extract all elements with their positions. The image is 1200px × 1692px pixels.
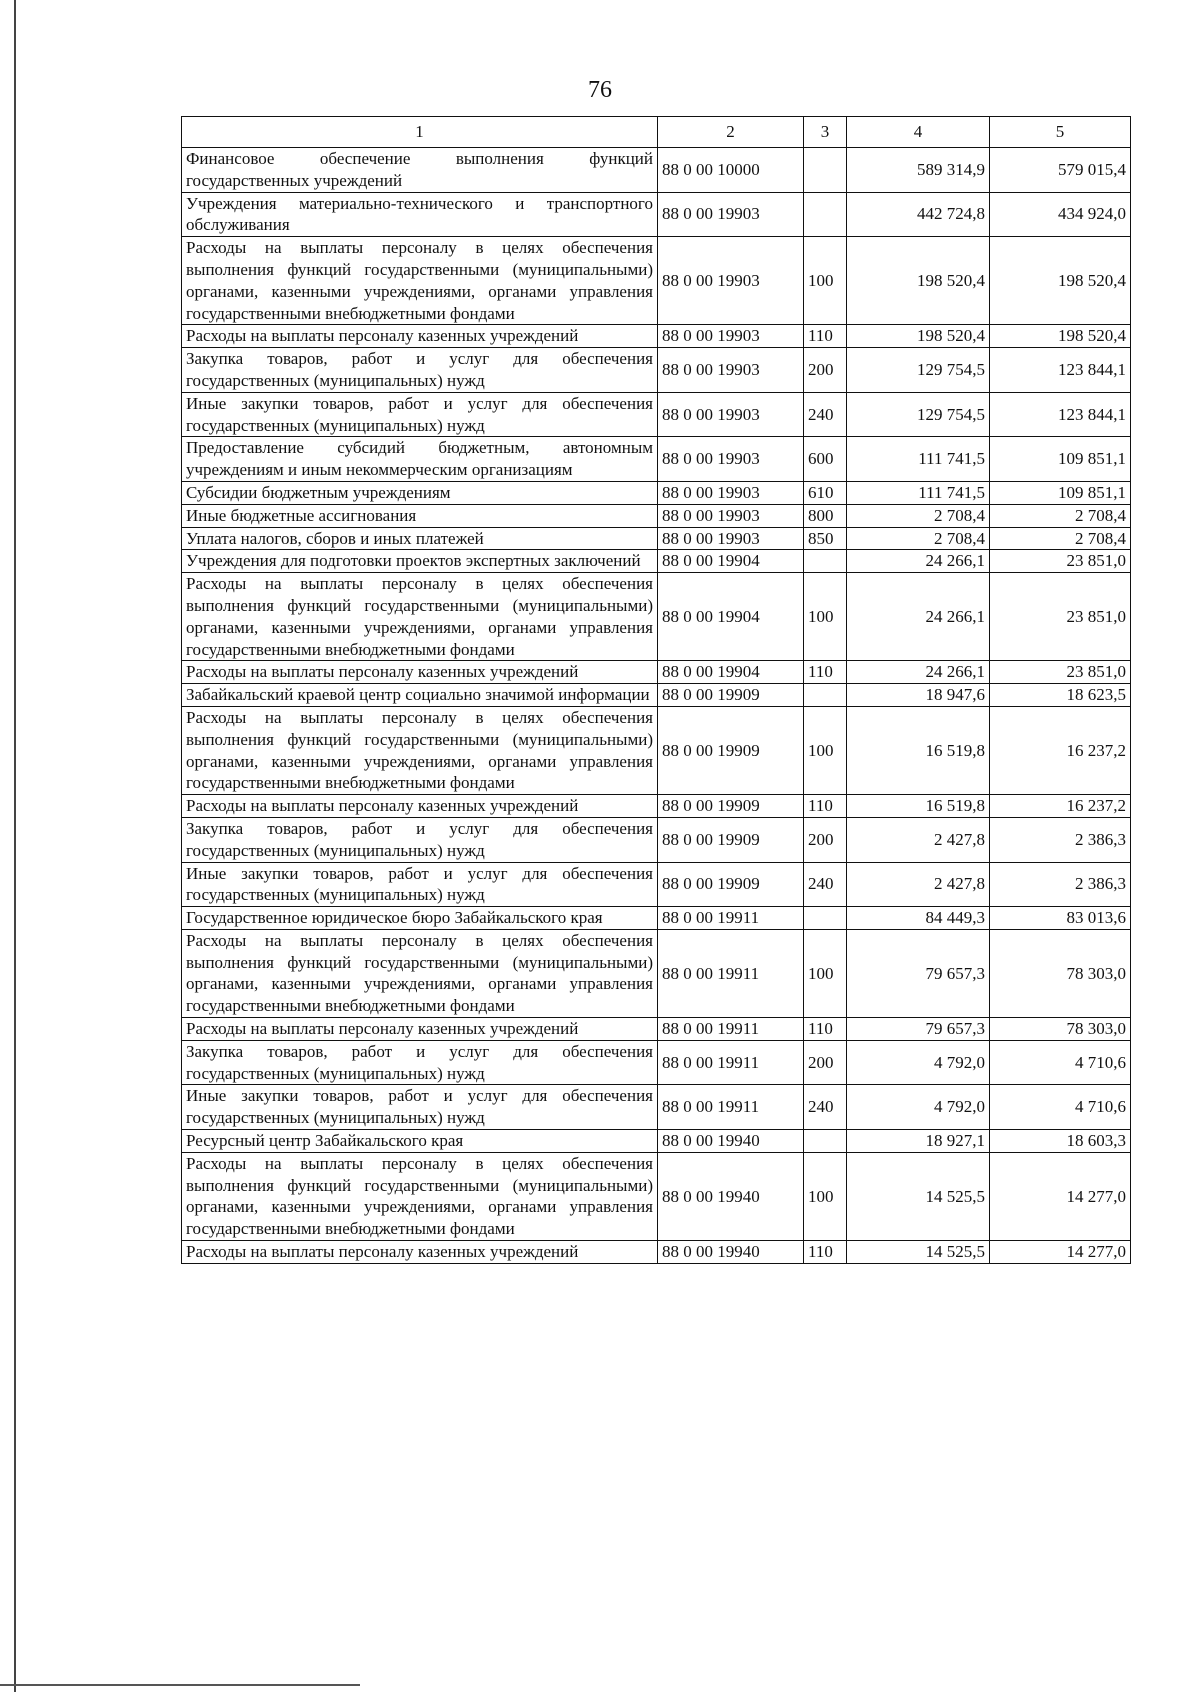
row-value-col4: 442 724,8: [847, 192, 990, 237]
row-code: 88 0 00 19909: [658, 706, 804, 794]
row-name: Уплата налогов, сборов и иных платежей: [182, 527, 658, 550]
row-value-col5: 109 851,1: [990, 481, 1131, 504]
row-value-col4: 198 520,4: [847, 237, 990, 325]
row-name: Закупка товаров, работ и услуг для обеспечения государственных (муниципальных) нужд: [182, 817, 658, 862]
row-value-col5: 16 237,2: [990, 706, 1131, 794]
row-value-col4: 79 657,3: [847, 929, 990, 1017]
row-value-col4: 2 427,8: [847, 862, 990, 907]
row-name: Иные бюджетные ассигнования: [182, 504, 658, 527]
row-type: 100: [804, 1152, 847, 1240]
table-body: [182, 148, 1131, 1264]
row-value-col5: 14 277,0: [990, 1152, 1131, 1240]
header-col-3: 3: [804, 117, 847, 148]
row-type: [804, 907, 847, 930]
table-row: [182, 148, 1131, 193]
row-code: 88 0 00 19903: [658, 325, 804, 348]
row-code: 88 0 00 19904: [658, 573, 804, 661]
row-value-col5: 78 303,0: [990, 929, 1131, 1017]
table-row: [182, 325, 1131, 348]
row-value-col4: 14 525,5: [847, 1152, 990, 1240]
table-row: [182, 862, 1131, 907]
table-row: [182, 481, 1131, 504]
row-code: 88 0 00 19909: [658, 817, 804, 862]
row-value-col5: 18 603,3: [990, 1130, 1131, 1153]
row-code: 88 0 00 19904: [658, 550, 804, 573]
scan-edge-line: [14, 0, 16, 1692]
row-code: 88 0 00 19940: [658, 1130, 804, 1153]
row-value-col4: 111 741,5: [847, 437, 990, 482]
header-col-4: 4: [847, 117, 990, 148]
row-value-col5: 579 015,4: [990, 148, 1131, 193]
row-code: 88 0 00 19903: [658, 348, 804, 393]
row-name: Учреждения для подготовки проектов экспертных заключений: [182, 550, 658, 573]
row-value-col5: 198 520,4: [990, 325, 1131, 348]
row-value-col5: 123 844,1: [990, 392, 1131, 437]
table-row: [182, 817, 1131, 862]
scan-bottom-line: [0, 1684, 360, 1686]
row-type: 800: [804, 504, 847, 527]
row-value-col4: 84 449,3: [847, 907, 990, 930]
row-value-col4: 18 947,6: [847, 684, 990, 707]
row-value-col4: 14 525,5: [847, 1241, 990, 1264]
row-type: 110: [804, 795, 847, 818]
table-row: [182, 1130, 1131, 1153]
table-row: [182, 550, 1131, 573]
row-name: Расходы на выплаты персоналу казенных учреждений: [182, 795, 658, 818]
row-value-col4: 16 519,8: [847, 795, 990, 818]
row-value-col4: 2 427,8: [847, 817, 990, 862]
row-value-col4: 24 266,1: [847, 550, 990, 573]
row-code: 88 0 00 19903: [658, 237, 804, 325]
row-type: 240: [804, 1085, 847, 1130]
table-row: [182, 348, 1131, 393]
row-code: 88 0 00 19911: [658, 1040, 804, 1085]
row-code: 88 0 00 19903: [658, 192, 804, 237]
table-row: [182, 1040, 1131, 1085]
header-row: [182, 117, 1131, 148]
row-name: Расходы на выплаты персоналу в целях обеспечения выполнения функций государственными (муниципальными) органами, казенными учреждениями, органами управления государственными внебюджетными фондами: [182, 573, 658, 661]
row-name: Расходы на выплаты персоналу в целях обеспечения выполнения функций государственными (муниципальными) органами, казенными учреждениями, органами управления государственными внебюджетными фондами: [182, 706, 658, 794]
row-name: Закупка товаров, работ и услуг для обеспечения государственных (муниципальных) нужд: [182, 1040, 658, 1085]
row-type: 100: [804, 573, 847, 661]
row-name: Закупка товаров, работ и услуг для обеспечения государственных (муниципальных) нужд: [182, 348, 658, 393]
row-value-col4: 129 754,5: [847, 392, 990, 437]
table-row: [182, 237, 1131, 325]
row-value-col5: 198 520,4: [990, 237, 1131, 325]
row-code: 88 0 00 19909: [658, 795, 804, 818]
row-name: Иные закупки товаров, работ и услуг для обеспечения государственных (муниципальных) нужд: [182, 1085, 658, 1130]
row-value-col5: 14 277,0: [990, 1241, 1131, 1264]
table-row: [182, 684, 1131, 707]
row-value-col5: 23 851,0: [990, 661, 1131, 684]
row-code: 88 0 00 19911: [658, 1085, 804, 1130]
row-code: 88 0 00 19903: [658, 481, 804, 504]
row-value-col5: 23 851,0: [990, 573, 1131, 661]
row-name: Субсидии бюджетным учреждениям: [182, 481, 658, 504]
row-value-col5: 4 710,6: [990, 1085, 1131, 1130]
row-value-col4: 2 708,4: [847, 527, 990, 550]
row-type: 110: [804, 1018, 847, 1041]
row-value-col5: 4 710,6: [990, 1040, 1131, 1085]
table-row: [182, 504, 1131, 527]
row-code: 88 0 00 19909: [658, 684, 804, 707]
table-row: [182, 706, 1131, 794]
table-row: [182, 392, 1131, 437]
row-code: 88 0 00 19904: [658, 661, 804, 684]
row-value-col5: 434 924,0: [990, 192, 1131, 237]
row-value-col4: 79 657,3: [847, 1018, 990, 1041]
row-value-col4: 198 520,4: [847, 325, 990, 348]
row-name: Финансовое обеспечение выполнения функций государственных учреждений: [182, 148, 658, 193]
row-type: 100: [804, 706, 847, 794]
table-row: [182, 1018, 1131, 1041]
row-value-col5: 83 013,6: [990, 907, 1131, 930]
table-row: [182, 437, 1131, 482]
header-col-2: 2: [658, 117, 804, 148]
row-type: 200: [804, 348, 847, 393]
row-type: 200: [804, 1040, 847, 1085]
row-type: [804, 684, 847, 707]
row-type: [804, 148, 847, 193]
row-code: 88 0 00 19940: [658, 1152, 804, 1240]
row-code: 88 0 00 19909: [658, 862, 804, 907]
row-name: Расходы на выплаты персоналу казенных учреждений: [182, 661, 658, 684]
table-row: [182, 929, 1131, 1017]
row-type: 240: [804, 392, 847, 437]
row-value-col4: 16 519,8: [847, 706, 990, 794]
table-row: [182, 1085, 1131, 1130]
row-code: 88 0 00 19903: [658, 392, 804, 437]
row-code: 88 0 00 19911: [658, 929, 804, 1017]
row-type: [804, 550, 847, 573]
table-row: [182, 1241, 1131, 1264]
row-type: [804, 1130, 847, 1153]
budget-table: [181, 116, 1131, 1264]
row-type: 100: [804, 929, 847, 1017]
row-name: Иные закупки товаров, работ и услуг для обеспечения государственных (муниципальных) нужд: [182, 392, 658, 437]
row-name: Забайкальский краевой центр социально значимой информации: [182, 684, 658, 707]
row-name: Ресурсный центр Забайкальского края: [182, 1130, 658, 1153]
row-value-col5: 109 851,1: [990, 437, 1131, 482]
row-type: 600: [804, 437, 847, 482]
row-value-col5: 2 386,3: [990, 817, 1131, 862]
row-name: Расходы на выплаты персоналу в целях обеспечения выполнения функций государственными (муниципальными) органами, казенными учреждениями, органами управления государственными внебюджетными фондами: [182, 1152, 658, 1240]
row-code: 88 0 00 19903: [658, 527, 804, 550]
row-name: Расходы на выплаты персоналу казенных учреждений: [182, 325, 658, 348]
table-row: [182, 573, 1131, 661]
row-name: Расходы на выплаты персоналу казенных учреждений: [182, 1018, 658, 1041]
row-value-col4: 129 754,5: [847, 348, 990, 393]
row-code: 88 0 00 10000: [658, 148, 804, 193]
row-value-col4: 18 927,1: [847, 1130, 990, 1153]
row-code: 88 0 00 19911: [658, 907, 804, 930]
row-code: 88 0 00 19903: [658, 504, 804, 527]
row-type: 110: [804, 1241, 847, 1264]
row-type: 110: [804, 325, 847, 348]
row-name: Расходы на выплаты персоналу в целях обеспечения выполнения функций государственными (муниципальными) органами, казенными учреждениями, органами управления государственными внебюджетными фондами: [182, 237, 658, 325]
row-code: 88 0 00 19911: [658, 1018, 804, 1041]
row-value-col4: 589 314,9: [847, 148, 990, 193]
row-name: Государственное юридическое бюро Забайкальского края: [182, 907, 658, 930]
row-type: 850: [804, 527, 847, 550]
row-name: Иные закупки товаров, работ и услуг для обеспечения государственных (муниципальных) нужд: [182, 862, 658, 907]
table-row: [182, 907, 1131, 930]
header-col-1: 1: [182, 117, 658, 148]
row-code: 88 0 00 19940: [658, 1241, 804, 1264]
row-type: 100: [804, 237, 847, 325]
row-value-col4: 4 792,0: [847, 1085, 990, 1130]
row-value-col5: 2 386,3: [990, 862, 1131, 907]
row-type: 110: [804, 661, 847, 684]
row-value-col5: 78 303,0: [990, 1018, 1131, 1041]
row-type: [804, 192, 847, 237]
row-value-col4: 24 266,1: [847, 661, 990, 684]
row-value-col4: 111 741,5: [847, 481, 990, 504]
row-value-col5: 18 623,5: [990, 684, 1131, 707]
row-value-col4: 2 708,4: [847, 504, 990, 527]
row-name: Расходы на выплаты персоналу в целях обеспечения выполнения функций государственными (муниципальными) органами, казенными учреждениями, органами управления государственными внебюджетными фондами: [182, 929, 658, 1017]
row-value-col5: 23 851,0: [990, 550, 1131, 573]
table-header: [182, 117, 1131, 148]
header-col-5: 5: [990, 117, 1131, 148]
page-number: 76: [588, 77, 612, 103]
row-value-col5: 2 708,4: [990, 527, 1131, 550]
row-name: Расходы на выплаты персоналу казенных учреждений: [182, 1241, 658, 1264]
row-type: 200: [804, 817, 847, 862]
row-value-col4: 24 266,1: [847, 573, 990, 661]
row-type: 610: [804, 481, 847, 504]
row-value-col4: 4 792,0: [847, 1040, 990, 1085]
table-row: [182, 795, 1131, 818]
row-value-col5: 2 708,4: [990, 504, 1131, 527]
table-row: [182, 192, 1131, 237]
row-type: 240: [804, 862, 847, 907]
row-value-col5: 16 237,2: [990, 795, 1131, 818]
table-row: [182, 661, 1131, 684]
table-row: [182, 527, 1131, 550]
row-name: Учреждения материально-технического и транспортного обслуживания: [182, 192, 658, 237]
table-row: [182, 1152, 1131, 1240]
row-code: 88 0 00 19903: [658, 437, 804, 482]
row-value-col5: 123 844,1: [990, 348, 1131, 393]
row-name: Предоставление субсидий бюджетным, автономным учреждениям и иным некоммерческим организациям: [182, 437, 658, 482]
